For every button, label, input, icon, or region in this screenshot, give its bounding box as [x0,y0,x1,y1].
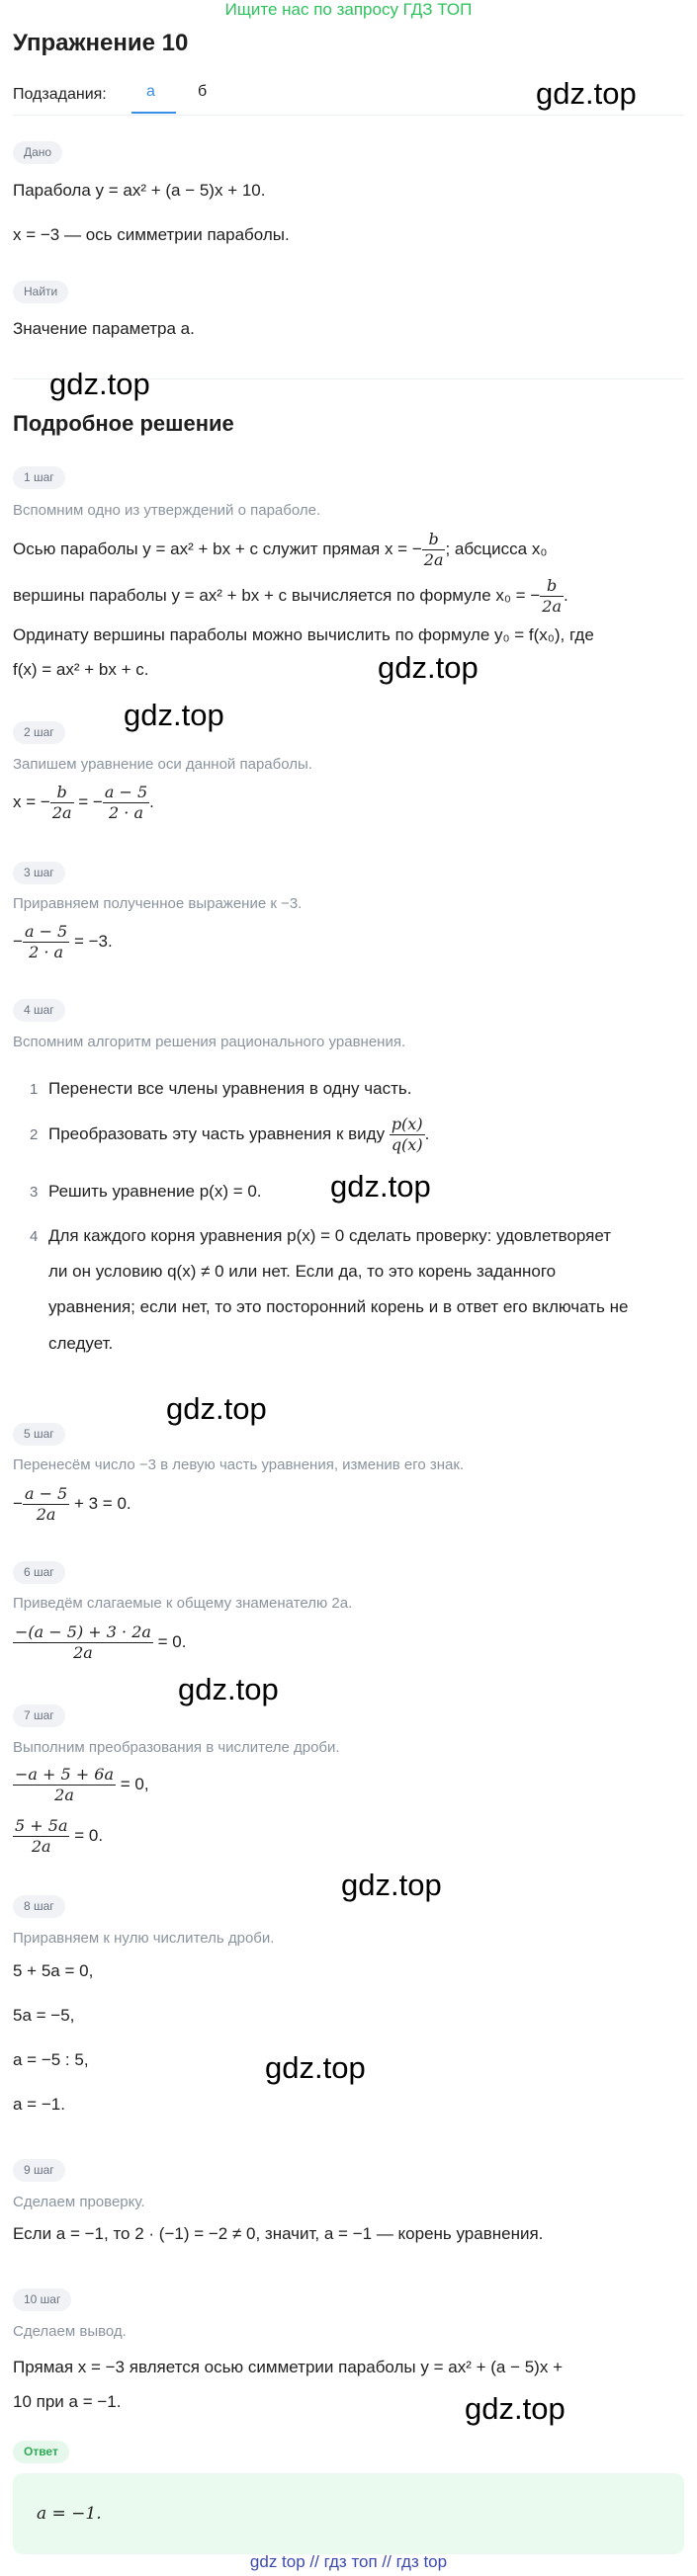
find-pill: Найти [13,281,68,303]
list-item-cont: уравнения; если нет, то это посторонний корень и в ответ его включать не [48,1297,629,1316]
step-line [13,576,568,617]
given-line-2: x = −3 — ось симметрии параболы. [13,225,290,244]
text: . [563,585,568,605]
step-hint: Сделаем проверку. [13,2194,145,2210]
step-pill: 1 шаг [13,466,65,489]
step-line: 5a = −5, [13,2006,75,2025]
step-pill: 10 шаг [13,2288,71,2311]
step-hint: Вспомним алгоритм решения рационального уравнения. [13,1034,406,1050]
text: вершины параболы y = ax² + bx + c вычисляется по формуле x₀ = − [13,585,541,605]
step-line: a = −5 : 5, [13,2050,89,2069]
text: − [13,931,23,951]
step-equation [13,922,113,962]
step-line [13,530,547,570]
step-line: 5 + 5a = 0, [13,1961,94,1980]
text: . [149,791,154,811]
step-line: 10 при a = −1. [13,2392,122,2411]
watermark: gdz.top [49,367,150,401]
step-equation: − $\frac{a - 5}{2a}$ + 3 = 0. [13,1484,131,1524]
watermark: gdz.top [166,1391,267,1426]
watermark: gdz.top [378,650,479,685]
tab-b[interactable]: б [198,83,208,100]
subtasks-label: Подзадания: [13,86,107,103]
step-line: f(x) = ax² + bx + c. [13,660,149,679]
step-line: Ординату вершины параболы можно вычислить по формуле y₀ = f(x₀), где [13,625,594,644]
step-pill: 3 шаг [13,862,65,884]
tab-a[interactable]: а [146,83,155,100]
step-pill: 6 шаг [13,1561,65,1584]
answer-pill: Ответ [13,2441,69,2463]
page-title: Упражнение 10 [13,30,189,56]
divider [13,115,684,116]
step-hint: Запишем уравнение оси данной параболы. [13,756,312,773]
step-equation: $\frac{-(a - 5) + 3 \cdot 2a}{2a}$ = 0. [15,1622,187,1662]
step-equation: $\frac{-a + 5 + 6a}{2a}$ = 0, [15,1765,149,1804]
step-pill: 5 шаг [13,1423,65,1446]
list-item: 1 Перенести все члены уравнения в одну часть. [30,1079,412,1098]
active-tab-indicator [131,112,176,114]
footer-links[interactable]: gdz top // гдз топ // гдз top [249,2552,448,2571]
answer-box [13,2473,684,2554]
fraction: $\frac{b}{2a}$ [423,530,444,569]
step-hint: Вспомним одно из утверждений о параболе. [13,502,321,519]
fraction: $\frac{-a + 5 + 6a}{2a}$ [15,1765,114,1804]
watermark: gdz.top [465,2391,566,2426]
find-line: Значение параметра a. [13,319,195,338]
fraction: $\frac{a - 5}{2 \cdot a}$ [104,783,148,822]
watermark: gdz.top [536,76,637,111]
step-hint: Выполним преобразования в числителе дроби. [13,1739,340,1756]
text: = − [78,791,103,811]
text: = −3. [73,931,113,951]
step-pill: 4 шаг [13,999,65,1022]
step-pill: 8 шаг [13,1895,65,1918]
step-line: Если a = −1, то 2 · (−1) = −2 ≠ 0, значит, a = −1 — корень уравнения. [13,2224,544,2243]
step-hint: Сделаем вывод. [13,2323,127,2340]
fraction: $\frac{a - 5}{2a}$ [24,1484,68,1524]
solution-title: Подробное решение [13,411,234,436]
watermark: gdz.top [124,698,224,732]
fraction: $\frac{a - 5}{2 \cdot a}$ [24,922,68,961]
given-line-1: Парабола y = ax² + (a − 5)x + 10. [13,181,266,200]
step-hint: Приравняем к нулю числитель дроби. [13,1930,275,1947]
answer-value: a = −1. [37,2504,102,2524]
fraction: $\frac{-(a - 5) + 3 \cdot 2a}{2a}$ [15,1622,151,1662]
step-pill: 7 шаг [13,1704,65,1727]
list-item: 3 Решить уравнение p(x) = 0. [30,1182,262,1201]
step-equation: $\frac{5 + 5a}{2a}$ = 0. [15,1816,104,1856]
step-line: Прямая x = −3 является осью симметрии параболы y = ax² + (a − 5)x + [13,2358,563,2376]
fraction: $\frac{p(x)}{q(x)}$ [391,1115,423,1154]
watermark: gdz.top [178,1672,279,1706]
fraction: $\frac{b}{2a}$ [51,783,72,822]
watermark: gdz.top [265,2050,366,2085]
given-pill: Дано [13,141,62,164]
watermark: gdz.top [341,1868,442,1902]
step-pill: 2 шаг [13,721,65,744]
fraction: $\frac{b}{2a}$ [542,576,562,616]
fraction: $\frac{5 + 5a}{2a}$ [15,1816,68,1856]
step-hint: Приведём слагаемые к общему знаменателю 2a. [13,1595,353,1612]
step-line: a = −1. [13,2095,65,2114]
text: ; абсцисса x₀ [445,539,548,558]
step-equation [13,783,154,823]
step-hint: Приравняем полученное выражение к −3. [13,895,303,912]
list-item-cont: следует. [48,1334,114,1353]
watermark: gdz.top [330,1169,431,1204]
search-banner[interactable]: Ищите нас по запросу ГДЗ ТОП [224,0,473,19]
list-item: 4 Для каждого корня уравнения p(x) = 0 сделать проверку: удовлетворяет [30,1226,612,1245]
step-pill: 9 шаг [13,2159,65,2182]
text: x = − [13,791,50,811]
list-item: 2 Преобразовать эту часть уравнения к виду $\frac{p(x)}{q(x)}$ . [30,1115,430,1154]
step-hint: Перенесём число −3 в левую часть уравнения, изменив его знак. [13,1456,465,1473]
text: Осью параболы y = ax² + bx + c служит прямая x = − [13,539,422,558]
list-item-cont: ли он условию q(x) ≠ 0 или нет. Если да, то это корень заданного [48,1262,557,1281]
